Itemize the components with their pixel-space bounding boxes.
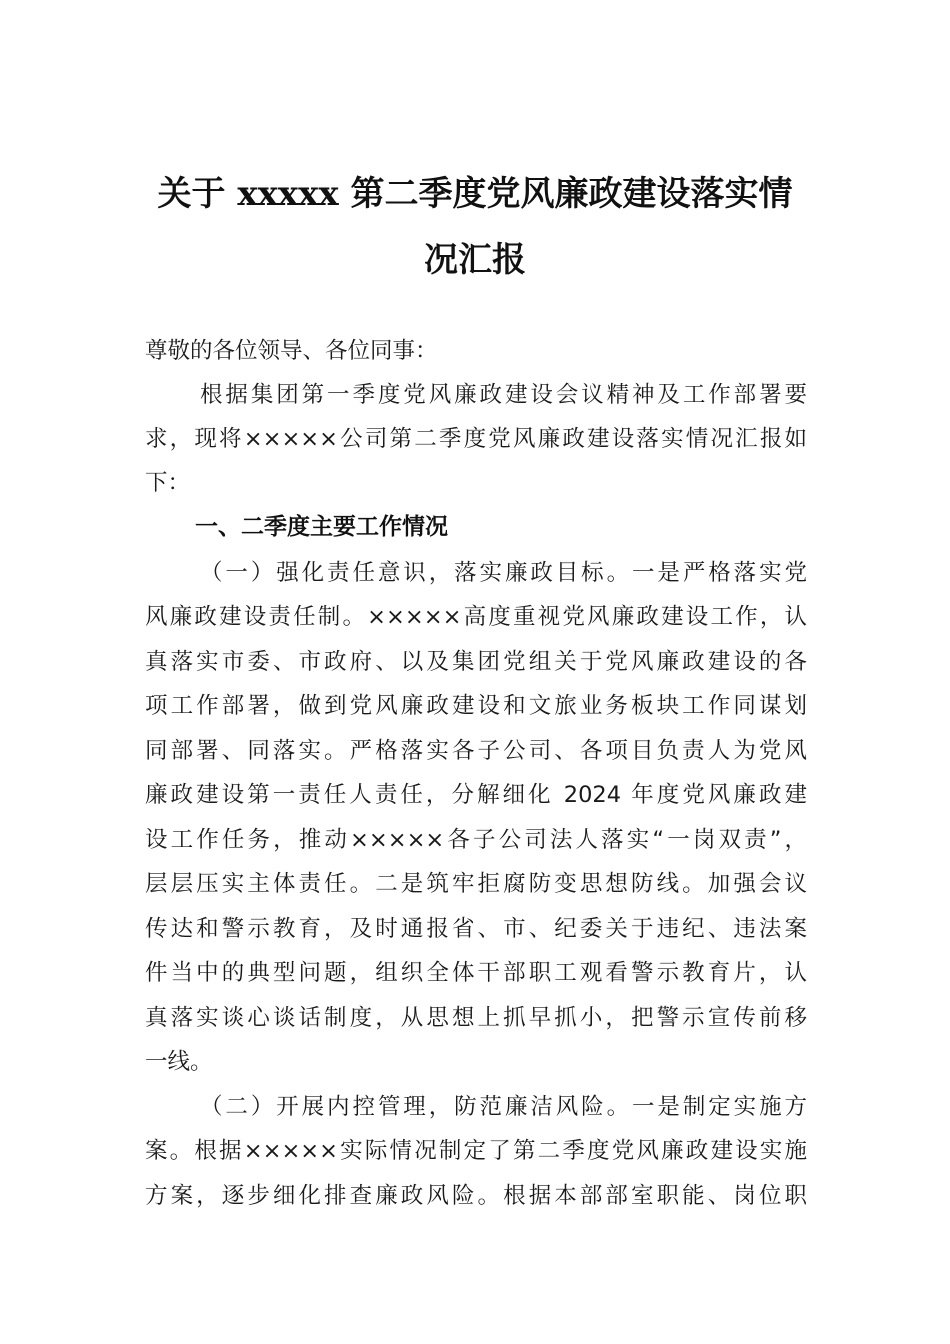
salutation: 尊敬的各位领导、各位同事： <box>145 338 438 364</box>
paragraph-line: 真落实谈心谈话制度，从思想上抓早抓小，把警示宣传前移 <box>145 1005 807 1031</box>
intro-line: 求，现将×××××公司第二季度党风廉政建设落实情况汇报如 <box>145 426 807 452</box>
paragraph-line: 设工作任务，推动×××××各子公司法人落实“一岗双责”， <box>145 827 807 853</box>
paragraph-line: （二）开展内控管理，防范廉洁风险。一是制定实施方 <box>200 1094 807 1120</box>
section-heading: 一、二季度主要工作情况 <box>195 514 448 540</box>
paragraph-line: 层层压实主体责任。二是筑牢拒腐防变思想防线。加强会议 <box>145 871 807 897</box>
paragraph-line: 真落实市委、市政府、以及集团党组关于党风廉政建设的各 <box>145 649 807 675</box>
paragraph-line: 件当中的典型问题，组织全体干部职工观看警示教育片，认 <box>145 960 807 986</box>
intro-line: 下： <box>145 470 191 496</box>
paragraph-line: 项工作部署，做到党风廉政建设和文旅业务板块工作同谋划 <box>145 693 807 719</box>
paragraph-line: 方案，逐步细化排查廉政风险。根据本部部室职能、岗位职 <box>145 1183 807 1209</box>
paragraph-line: 同部署、同落实。严格落实各子公司、各项目负责人为党风 <box>145 738 807 764</box>
intro-line: 根据集团第一季度党风廉政建设会议精神及工作部署要 <box>200 382 807 408</box>
paragraph-line: 案。根据×××××实际情况制定了第二季度党风廉政建设实施 <box>145 1138 807 1164</box>
document-title-line-1: 关于 xxxxx 第二季度党风廉政建设落实情 <box>157 174 793 214</box>
document-title-line-2: 况汇报 <box>424 240 526 280</box>
paragraph-line: 风廉政建设责任制。×××××高度重视党风廉政建设工作，认 <box>145 604 807 630</box>
paragraph-line: 廉政建设第一责任人责任，分解细化 2024 年度党风廉政建 <box>145 782 807 808</box>
paragraph-line: （一）强化责任意识，落实廉政目标。一是严格落实党 <box>200 560 807 586</box>
paragraph-line: 传达和警示教育，及时通报省、市、纪委关于违纪、违法案 <box>145 916 807 942</box>
paragraph-line: 一线。 <box>145 1049 213 1075</box>
